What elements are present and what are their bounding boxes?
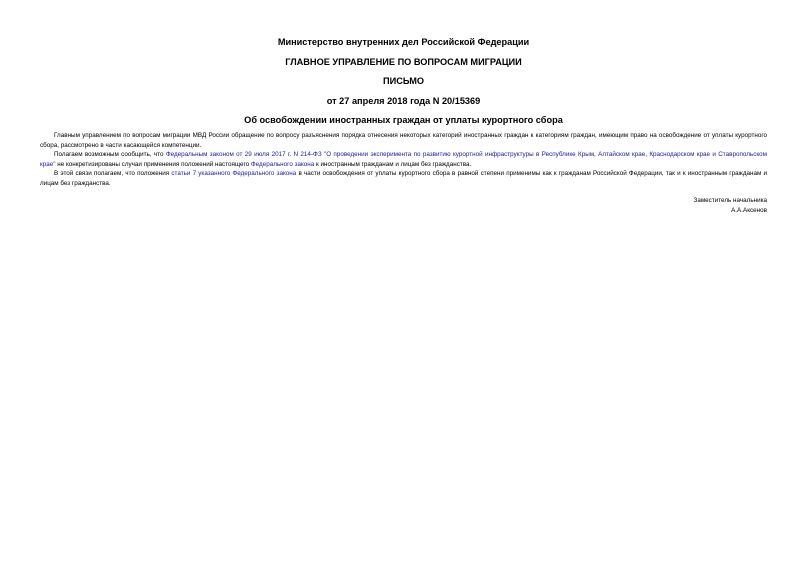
paragraph-3 bbox=[40, 169, 767, 188]
federal-law-214-link[interactable]: Федеральным законом от 29 июля 2017 г. N 214-ФЗ "О проведении эксперимента по развитию курортной инфраструктуры в Республике Крым, Алтайском крае, Краснодарском крае и Ставропольском крае" bbox=[40, 151, 767, 168]
federal-law-link[interactable]: Федерального закона bbox=[250, 160, 315, 168]
signature-name: А.А.Аксенов bbox=[731, 207, 767, 214]
article-7-link[interactable]: статьи 7 указанного Федерального закона bbox=[171, 170, 297, 178]
document-title: Об освобождении иностранных граждан от уплаты курортного сбора bbox=[244, 115, 563, 125]
document-date-number: от 27 апреля 2018 года N 20/15369 bbox=[326, 96, 481, 106]
paragraph-3-text-2: в части освобождения от уплаты курортного сбора в равной степени применимы как к гражданам Российской Федерации, так и к иностранным гражданам и лицам без гражданства. bbox=[40, 170, 768, 187]
paragraph-2-text-3: к иностранным гражданам и лицам без гражданства. bbox=[314, 160, 472, 168]
ministry-heading: Министерство внутренних дел Российской Федерации bbox=[277, 37, 530, 47]
document-type: ПИСЬМО bbox=[382, 76, 425, 86]
paragraph-2-text-2: не конкретизированы случаи применения положений настоящего bbox=[55, 160, 251, 168]
signature-position: Заместитель начальника bbox=[693, 197, 767, 204]
paragraph-2-text-1: Полагаем возможным сообщить, что bbox=[54, 151, 166, 159]
paragraph-3-text-1: В этой связи полагаем, что положения bbox=[54, 170, 172, 178]
document-body bbox=[40, 131, 767, 189]
department-heading: ГЛАВНОЕ УПРАВЛЕНИЕ ПО ВОПРОСАМ МИГРАЦИИ bbox=[285, 57, 522, 67]
paragraph-1: Главным управлением по вопросам миграции МВД России обращение по вопросу разъяснения порядка отнесения некоторых категорий иностранных граждан к категориям граждан, имеющим право на освобождение от уплаты курортного сбора, рассмотрено в части касающейся компетенции. bbox=[40, 132, 767, 149]
paragraph-2 bbox=[40, 150, 767, 169]
signature-block bbox=[694, 196, 767, 216]
